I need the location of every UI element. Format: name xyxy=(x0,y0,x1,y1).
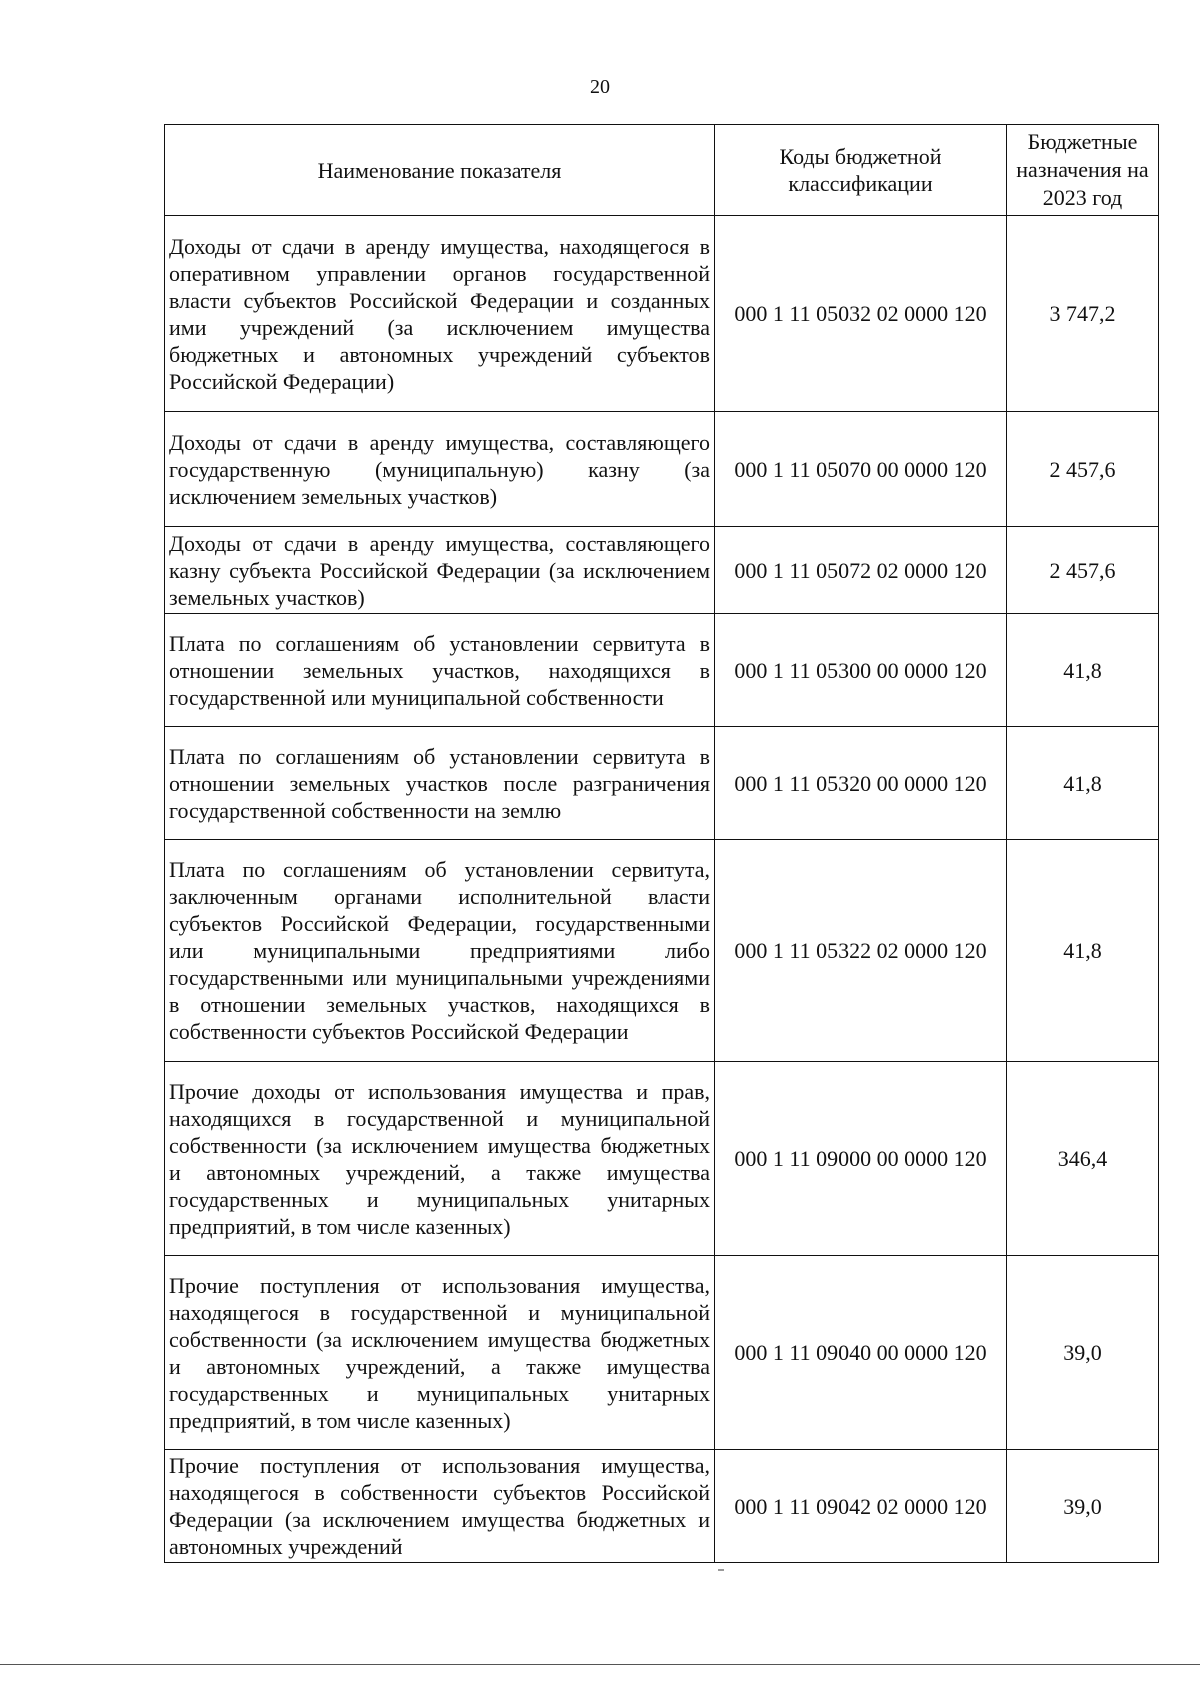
table-row xyxy=(165,1256,1159,1450)
row-code: 000 1 11 05070 00 0000 120 xyxy=(715,412,1007,527)
header-value: Бюджетные назначения на 2023 год xyxy=(1007,125,1159,216)
table-row xyxy=(165,527,1159,614)
row-name: Прочие доходы от использования имущества и прав, находящихся в государственной и муниципальной собственности (за исключением имущества бюджетных и автономных учреждений, а также имущества государственных и муниципальных унитарных предприятий, в том числе казенных) xyxy=(165,1062,715,1256)
scan-speck xyxy=(718,1569,724,1571)
table-header-row xyxy=(165,125,1159,216)
row-name: Плата по соглашениям об установлении сервитута в отношении земельных участков после разграничения государственной собственности на землю xyxy=(165,727,715,840)
row-name: Плата по соглашениям об установлении сервитута в отношении земельных участков, находящихся в государственной или муниципальной собственности xyxy=(165,614,715,727)
row-value: 346,4 xyxy=(1007,1062,1159,1256)
row-name: Доходы от сдачи в аренду имущества, составляющего казну субъекта Российской Федерации (за исключением земельных участков) xyxy=(165,527,715,614)
header-name: Наименование показателя xyxy=(165,125,715,216)
row-value: 3 747,2 xyxy=(1007,216,1159,412)
row-code: 000 1 11 05320 00 0000 120 xyxy=(715,727,1007,840)
budget-table xyxy=(164,124,1159,1563)
row-value: 2 457,6 xyxy=(1007,412,1159,527)
row-code: 000 1 11 05032 02 0000 120 xyxy=(715,216,1007,412)
table-row xyxy=(165,1062,1159,1256)
row-value: 39,0 xyxy=(1007,1450,1159,1563)
header-code: Коды бюджетной классификации xyxy=(715,125,1007,216)
row-name: Прочие поступления от использования имущества, находящегося в государственной и муниципальной собственности (за исключением имущества бюджетных и автономных учреждений, а также имущества государственных и муниципальных унитарных предприятий, в том числе казенных) xyxy=(165,1256,715,1450)
row-value: 2 457,6 xyxy=(1007,527,1159,614)
table-row xyxy=(165,727,1159,840)
row-name: Прочие поступления от использования имущества, находящегося в собственности субъектов Российской Федерации (за исключением имущества бюджетных и автономных учреждений xyxy=(165,1450,715,1563)
table-row xyxy=(165,1450,1159,1563)
row-name: Доходы от сдачи в аренду имущества, составляющего государственную (муниципальную) казну (за исключением земельных участков) xyxy=(165,412,715,527)
row-value: 41,8 xyxy=(1007,840,1159,1062)
table-row xyxy=(165,216,1159,412)
row-name: Плата по соглашениям об установлении сервитута, заключенным органами исполнительной власти субъектов Российской Федерации, государственными или муниципальными предприятиями либо государственными или муниципальными учреждениями в отношении земельных участков, находящихся в собственности субъектов Российской Федерации xyxy=(165,840,715,1062)
row-code: 000 1 11 09042 02 0000 120 xyxy=(715,1450,1007,1563)
table-row xyxy=(165,840,1159,1062)
row-value: 41,8 xyxy=(1007,727,1159,840)
table-row xyxy=(165,412,1159,527)
table-row xyxy=(165,614,1159,727)
bottom-rule xyxy=(0,1664,1200,1665)
row-code: 000 1 11 05072 02 0000 120 xyxy=(715,527,1007,614)
row-value: 41,8 xyxy=(1007,614,1159,727)
row-value: 39,0 xyxy=(1007,1256,1159,1450)
page-number: 20 xyxy=(590,76,610,98)
row-name: Доходы от сдачи в аренду имущества, находящегося в оперативном управлении органов государственной власти субъектов Российской Федерации и созданных ими учреждений (за исключением имущества бюджетных и автономных учреждений субъектов Российской Федерации) xyxy=(165,216,715,412)
row-code: 000 1 11 05300 00 0000 120 xyxy=(715,614,1007,727)
row-code: 000 1 11 09040 00 0000 120 xyxy=(715,1256,1007,1450)
row-code: 000 1 11 09000 00 0000 120 xyxy=(715,1062,1007,1256)
row-code: 000 1 11 05322 02 0000 120 xyxy=(715,840,1007,1062)
